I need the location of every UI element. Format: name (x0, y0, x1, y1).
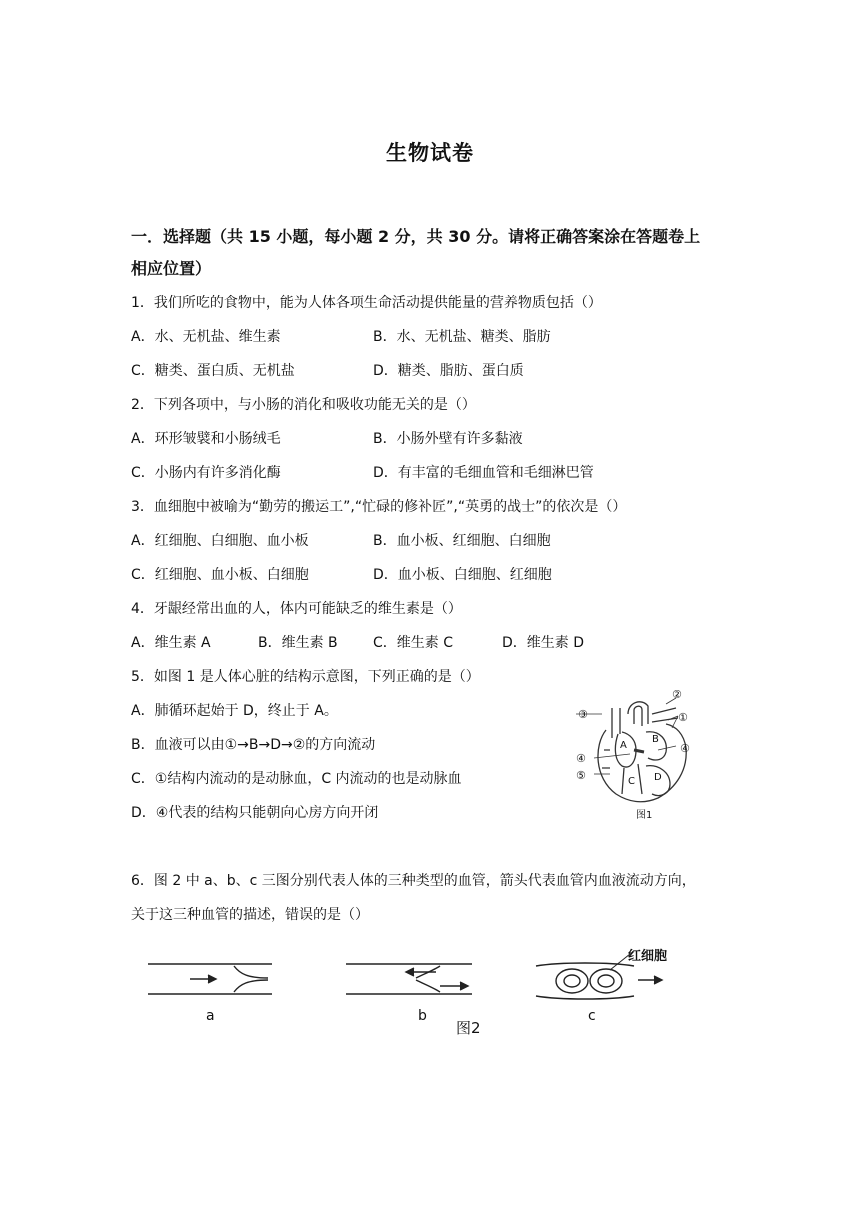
question-2-option-a: A．环形皱襞和小肠绒毛 (131, 431, 281, 447)
figure-2-caption: 图2 (456, 1019, 481, 1037)
question-1-option-c: C．糖类、蛋白质、无机盐 (131, 363, 295, 379)
question-6-stem-line2: 关于这三种血管的描述，错误的是（） (131, 907, 369, 923)
figure-1-heart-diagram (572, 690, 712, 825)
question-4-option-d: D．维生素 D (502, 635, 585, 651)
figure-1-label-3: ③ (578, 708, 588, 721)
question-4-option-a: A．维生素 A (131, 635, 211, 651)
question-3-option-a: A．红细胞、白细胞、血小板 (131, 533, 309, 549)
question-4-option-c: C．维生素 C (373, 635, 454, 651)
question-5-option-a: A．肺循环起始于 D，终止于 A。 (131, 703, 338, 719)
section-heading-line2: 相应位置） (131, 259, 212, 278)
question-2-stem: 2．下列各项中，与小肠的消化和吸收功能无关的是（） (131, 397, 476, 413)
question-5-option-d: D．④代表的结构只能朝向心房方向开闭 (131, 805, 379, 821)
figure-1-chamber-c: C (628, 776, 635, 787)
question-1-option-d: D．糖类、脂肪、蛋白质 (373, 363, 524, 379)
question-1-option-a: A．水、无机盐、维生素 (131, 329, 281, 345)
question-4-option-b: B．维生素 B (258, 635, 338, 651)
figure-2-rbc-label: 红细胞 (628, 949, 668, 964)
question-4-stem: 4．牙龈经常出血的人，体内可能缺乏的维生素是（） (131, 601, 462, 617)
figure-2-label-b: b (418, 1008, 427, 1024)
figure-1-label-1: ① (678, 711, 688, 724)
question-5-stem: 5．如图 1 是人体心脏的结构示意图，下列正确的是（） (131, 669, 480, 685)
figure-1-chamber-d: D (654, 772, 662, 783)
question-3-stem: 3．血细胞中被喻为“勤劳的搬运工”,“忙碌的修补匠”,“英勇的战士”的依次是（） (131, 499, 627, 515)
figure-1-label-2: ② (672, 690, 682, 701)
figure-1-label-4-left: ④ (576, 752, 586, 765)
figure-1-chamber-a: A (620, 740, 627, 751)
question-3-option-d: D．血小板、白细胞、红细胞 (373, 567, 552, 583)
question-5-option-c: C．①结构内流动的是动脉血，C 内流动的也是动脉血 (131, 771, 462, 787)
figure-1-chamber-b: B (652, 734, 659, 745)
question-2-option-d: D．有丰富的毛细血管和毛细淋巴管 (373, 465, 594, 481)
figure-1-label-4-right: ④ (680, 742, 690, 755)
figure-1-label-5: ⑤ (576, 769, 586, 782)
question-1-stem: 1．我们所吃的食物中，能为人体各项生命活动提供能量的营养物质包括（） (131, 295, 602, 311)
figure-2-label-c: c (588, 1008, 596, 1024)
question-1-option-b: B．水、无机盐、糖类、脂肪 (373, 329, 551, 345)
question-2-option-c: C．小肠内有许多消化酶 (131, 465, 281, 481)
question-3-option-c: C．红细胞、血小板、白细胞 (131, 567, 309, 583)
question-5-option-b: B．血液可以由①→B→D→②的方向流动 (131, 737, 376, 753)
figure-2-label-a: a (206, 1008, 215, 1024)
question-3-option-b: B．血小板、红细胞、白细胞 (373, 533, 551, 549)
section-heading-line1: 一．选择题（共 15 小题，每小题 2 分，共 30 分。请将正确答案涂在答题卷上 (131, 227, 701, 246)
question-2-option-b: B．小肠外壁有许多黏液 (373, 431, 523, 447)
figure-2-vessel-diagrams (140, 940, 720, 1040)
figure-1-caption: 图1 (636, 810, 653, 821)
question-6-stem-line1: 6．图 2 中 a、b、c 三图分别代表人体的三种类型的血管，箭头代表血管内血液流动方向， (131, 873, 696, 889)
page-title: 生物试卷 (386, 141, 474, 165)
